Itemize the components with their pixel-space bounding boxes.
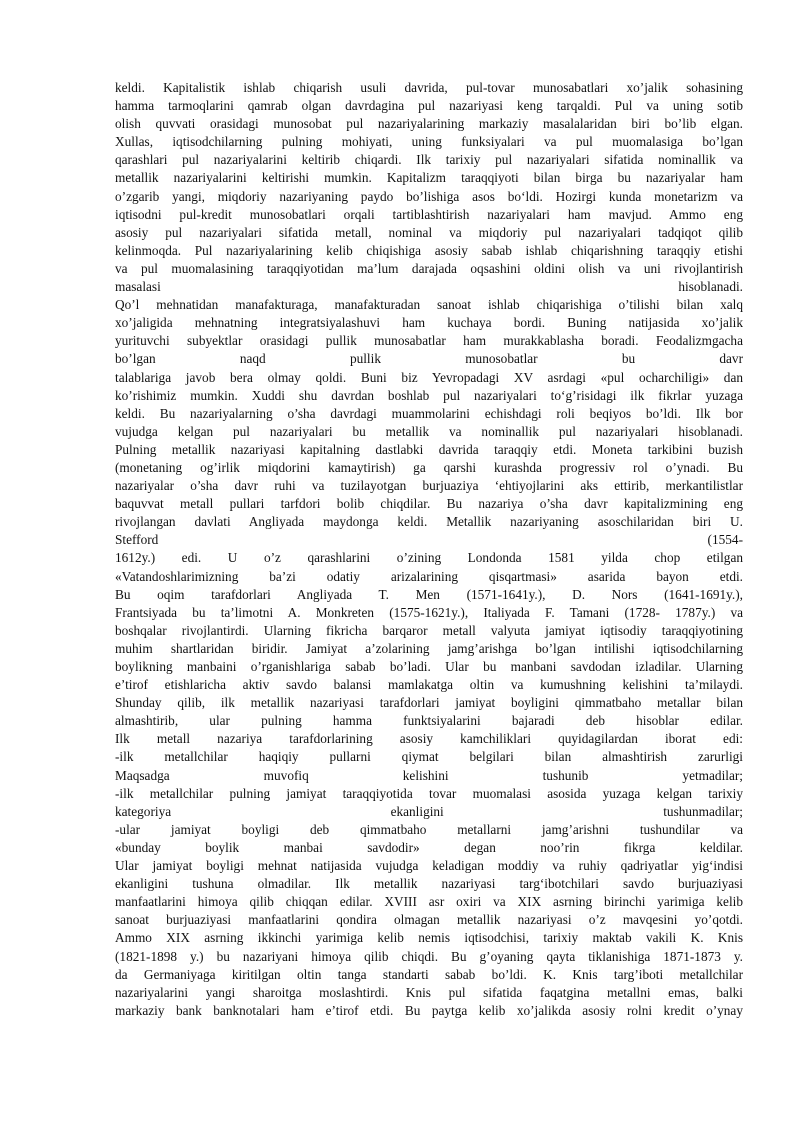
- text-line: sanoat burjuaziyasi manfaatlarini qondira olmagan metallik nazariyasi o’z mavqesini yo’qotdi.: [115, 912, 743, 928]
- text-line: hamma tarmoqlarini qamrab olgan davrdagina pul nazariyasi keng tarqaldi. Pul va uning sotib: [115, 98, 743, 114]
- text-line: boshqalar rivojlantirdi. Ularning fikricha barqaror metall valyuta jamiyat iqtisodiy taraqqiyotining: [115, 622, 743, 638]
- text-line: bo’lgan naqd pullik munosobatlar bu davr: [115, 351, 743, 367]
- text-line: 1612y.) edi. U o’z qarashlarini o’zining Londonda 1581 yilda chop etilgan: [115, 550, 743, 566]
- text-line: kategoriya ekanligini tushunmadilar;: [115, 803, 743, 819]
- text-line: Maqsadga muvofiq kelishini tushunib yetmadilar;: [115, 767, 743, 783]
- text-line: o’zgarib yangi, miqdoriy nazariyaning paydo bo’lishiga asos bo‘ldi. Hozirgi kunda monetarizm va: [115, 188, 743, 204]
- text-line: Pulning metallik nazariyasi kapitalning dastlabki davrida taraqqiy etdi. Moneta tarkibini buzish: [115, 441, 743, 457]
- text-line: manfaatlarini himoya qilib chiqqan edilar. XVIII asr oxiri va XIX asrning birinchi yarimiga kelib: [115, 894, 743, 910]
- text-line: ko’rishimiz mumkin. Xuddi shu davrdan boshlab pul nazariyalari to‘g’risidagi ilk fikrlar yuzaga: [115, 387, 743, 403]
- text-line: asosiy pul nazariyalari sifatida metall, nominal va miqdoriy pul nazariyalari tadqiqot qilib: [115, 224, 743, 240]
- document-body: [115, 79, 743, 1038]
- text-line: keldi. Bu nazariyalarning o’sha davrdagi muammolarini echishdagi roli beqiyos bo’ldi. Ilk bor: [115, 405, 743, 421]
- text-line: va pul muomalasining taraqqiyotidan ma’lum darajada oqsashini oldini olish va uni rivojlantirish: [115, 260, 743, 276]
- text-line: masalasi hisoblanadi.: [115, 279, 743, 295]
- text-line: xo’jaligida mehnatning integratsiyalashuvi ham kuchaya bordi. Buning natijasida xo’jalik: [115, 315, 743, 331]
- text-line: Stefford (1554-: [115, 532, 743, 548]
- text-line: Ammo XIX asrning ikkinchi yarimiga kelib nemis iqtisodchisi, tarixiy maktab vakili K. Knis: [115, 930, 743, 946]
- text-line: Ular jamiyat boyligi mehnat natijasida vujudga keladigan moddiy va ruhiy qadriyatlar yig‘indisi: [115, 858, 743, 874]
- text-line: vujudga kelgan pul nazariyalari bu metallik va nominallik pul nazariyalari hisoblanadi.: [115, 423, 743, 439]
- text-line: muhim shartlaridan biridir. Jamiyat a’zolarining jamg’arishga bo’lgan intilishi iqtisodchilarning: [115, 640, 743, 656]
- text-line: baquvvat metall pullari tarfdori bolib chiqdilar. Bu nazariya o’sha davr kapitalizmining eng: [115, 496, 743, 512]
- text-line: yurituvchi subyektlar orasidagi pullik munosabatlar ham murakkablasha boradi. Feodalizmgacha: [115, 333, 743, 349]
- text-line: qarashlari pul nazariyalarini keltirib chiqardi. Ilk tarixiy pul nazariyalari sifatida nominallik va: [115, 152, 743, 168]
- text-line: Xullas, iqtisodchilarning pulning mohiyati, uning funksiyalari va pul muomalasiga bo’lgan: [115, 134, 743, 150]
- text-line: «Vatandoshlarimizning ba’zi odatiy arizalarining qisqartmasi» asarida bayon etdi.: [115, 568, 743, 584]
- text-line: «bunday boylik manbai savdodir» degan noo’rin fikrga keldilar.: [115, 839, 743, 855]
- text-line: Ilk metall nazariya tarafdorlarining asosiy kamchiliklari quyidagilardan iborat edi:: [115, 731, 743, 747]
- text-line: -ilk metallchilar haqiqiy pullarni qiymat belgilari bilan almashtirish zarurligi: [115, 749, 743, 765]
- text-line: metallik nazariyalarini keltirishi mumkin. Kapitalizm taraqqiyoti bilan birga bu nazariyalar ham: [115, 170, 743, 186]
- text-line: iqtisodni pul-kredit munosobatlari orqali tartiblashtirish nazariyalari ham mavjud. Ammo eng: [115, 206, 743, 222]
- text-line: Shunday qilib, ilk metallik nazariyasi tarafdorlari jamiyat boyligini qimmatbaho metallar bilan: [115, 695, 743, 711]
- text-line: talablariga javob bera olmay qoldi. Buni biz Yevropadagi XV asrdagi «pul ocharchiligi» dan: [115, 369, 743, 385]
- text-line: boylikning manbaini o’rganishlariga sabab bo’ladi. Ular bu manbani savdodan izladilar. Ularning: [115, 659, 743, 674]
- text-line: markaziy bank banknotalari ham e’tirof etdi. Bu paytga kelib xo’jalikda asosiy rolni kredit o’ynay: [115, 1002, 743, 1018]
- text-line: ekanligini tushuna olmadilar. Ilk metallik nazariyasi targ‘ibotchilari savdo burjuaziyasi: [115, 876, 743, 892]
- text-line: almashtirib, ular pulning hamma funktsiyalarini bajaradi deb hisoblar edilar.: [115, 713, 743, 729]
- text-line: keldi. Kapitalistik ishlab chiqarish usuli davrida, pul-tovar munosabatlari xo’jalik sohasining: [115, 80, 743, 95]
- text-line: [115, 1020, 743, 1038]
- text-line: -ilk metallchilar pulning jamiyat taraqqiyotida tovar muomalasi asosida yuzaga kelgan tarixiy: [115, 785, 743, 801]
- text-line: rivojlangan davlati Angliyada maydonga keldi. Metallik nazariyaning asoschilaridan biri U.: [115, 514, 743, 530]
- text-line: e’tirof etishlaricha aktiv savdo balansi mamlakatga oltin va kumushning kelishini ta’milaydi.: [115, 677, 743, 693]
- text-line: (monetaning og’irlik miqdorini kamaytirish) ga qarshi kurashda progressiv rol o’ynadi. Bu: [115, 459, 743, 475]
- text-line: Bu oqim tarafdorlari Angliyada T. Men (1571-1641y.), D. Nors (1641-1691y.),: [115, 586, 743, 602]
- text-line: da Germaniyaga kiritilgan oltin tanga standarti sabab bo’ldi. K. Knis targ’iboti metallchilar: [115, 966, 743, 982]
- text-line: -ular jamiyat boyligi deb qimmatbaho metallarni jamg’arishni tushundilar va: [115, 821, 743, 837]
- text-line: olish quvvati orasidagi munosobat pul nazariyalarining markaziy masalalaridan biri bo’lib elgan.: [115, 116, 743, 132]
- text-line: (1821-1898 y.) bu nazariyani himoya qilib chiqdi. Bu g’oyaning qayta tiklanishiga 1871-1873 y.: [115, 948, 743, 964]
- text-line: nazariyalarini yangi sharoitga moslashtirdi. Knis pul sifatida faqatgina metallni emas, balki: [115, 984, 743, 1000]
- text-line: Frantsiyada bu ta’limotni A. Monkreten (1575-1621y.), Italiyada F. Tamani (1728- 1787y.) va: [115, 604, 743, 620]
- text-line: Qo’l mehnatidan manafakturaga, manafakturadan sanoat ishlab chiqarishiga o’tilishi bilan xalq: [115, 297, 743, 313]
- text-line: nazariyalar o’sha davr ruhi va tuzilayotgan burjuaziya ‘ehtiyojlarini aks ettirib, merkantilistlar: [115, 478, 743, 494]
- text-line: kelinmoqda. Pul nazariyalarining kelib chiqishiga asosiy sabab ishlab chiqarishning taraqqiy etishi: [115, 242, 743, 258]
